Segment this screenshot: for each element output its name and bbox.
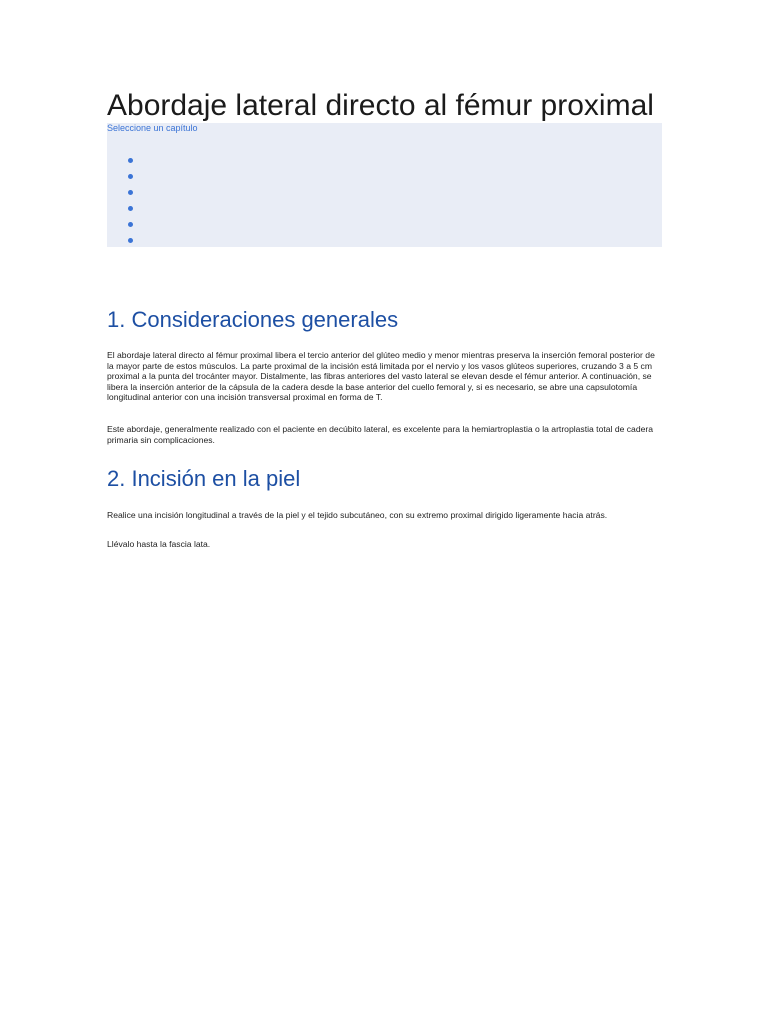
bullet-icon bbox=[128, 158, 133, 163]
bullet-icon bbox=[128, 174, 133, 179]
section-paragraph: Este abordaje, generalmente realizado con el paciente en decúbito lateral, es excelente para la hemiartroplastia o la artroplastia total de cadera primaria sin complicaciones. bbox=[107, 424, 654, 445]
bullet-icon bbox=[128, 222, 133, 227]
bullet-icon bbox=[128, 190, 133, 195]
section-paragraph: El abordaje lateral directo al fémur proximal libera el tercio anterior del glúteo medio y menor mientras preserva la inserción femoral posterior de la mayor parte de estos músculos. La parte proximal de la incisión está limitada por el nervio y los vasos glúteos superiores, cruzando 3 a 5 cm proximal a la punta del trocánter mayor. Distalmente, las fibras anteriores del vasto lateral se elevan desde el fémur anterior. A continuación, se libera la inserción anterior de la cápsula de la cadera desde la base anterior del cuello femoral y, si es necesario, se abre una capsulotomía longitudinal anterior con una incisión transversal proximal en forma de T. bbox=[107, 350, 655, 403]
page-title: Abordaje lateral directo al fémur proximal bbox=[107, 89, 654, 122]
document-page bbox=[107, 88, 663, 549]
bullet-icon bbox=[128, 206, 133, 211]
chapter-selector-label[interactable]: Seleccione un capítulo bbox=[107, 123, 198, 133]
section-paragraph: Llévalo hasta la fascia lata. bbox=[107, 539, 211, 549]
section-heading-incision: 2. Incisión en la piel bbox=[107, 466, 301, 491]
section-heading-consideraciones: 1. Consideraciones generales bbox=[107, 307, 399, 332]
bullet-icon bbox=[128, 238, 133, 243]
chapter-selector[interactable] bbox=[107, 123, 662, 247]
section-paragraph: Realice una incisión longitudinal a través de la piel y el tejido subcutáneo, con su extremo proximal dirigido ligeramente hacia atrás. bbox=[107, 510, 608, 520]
